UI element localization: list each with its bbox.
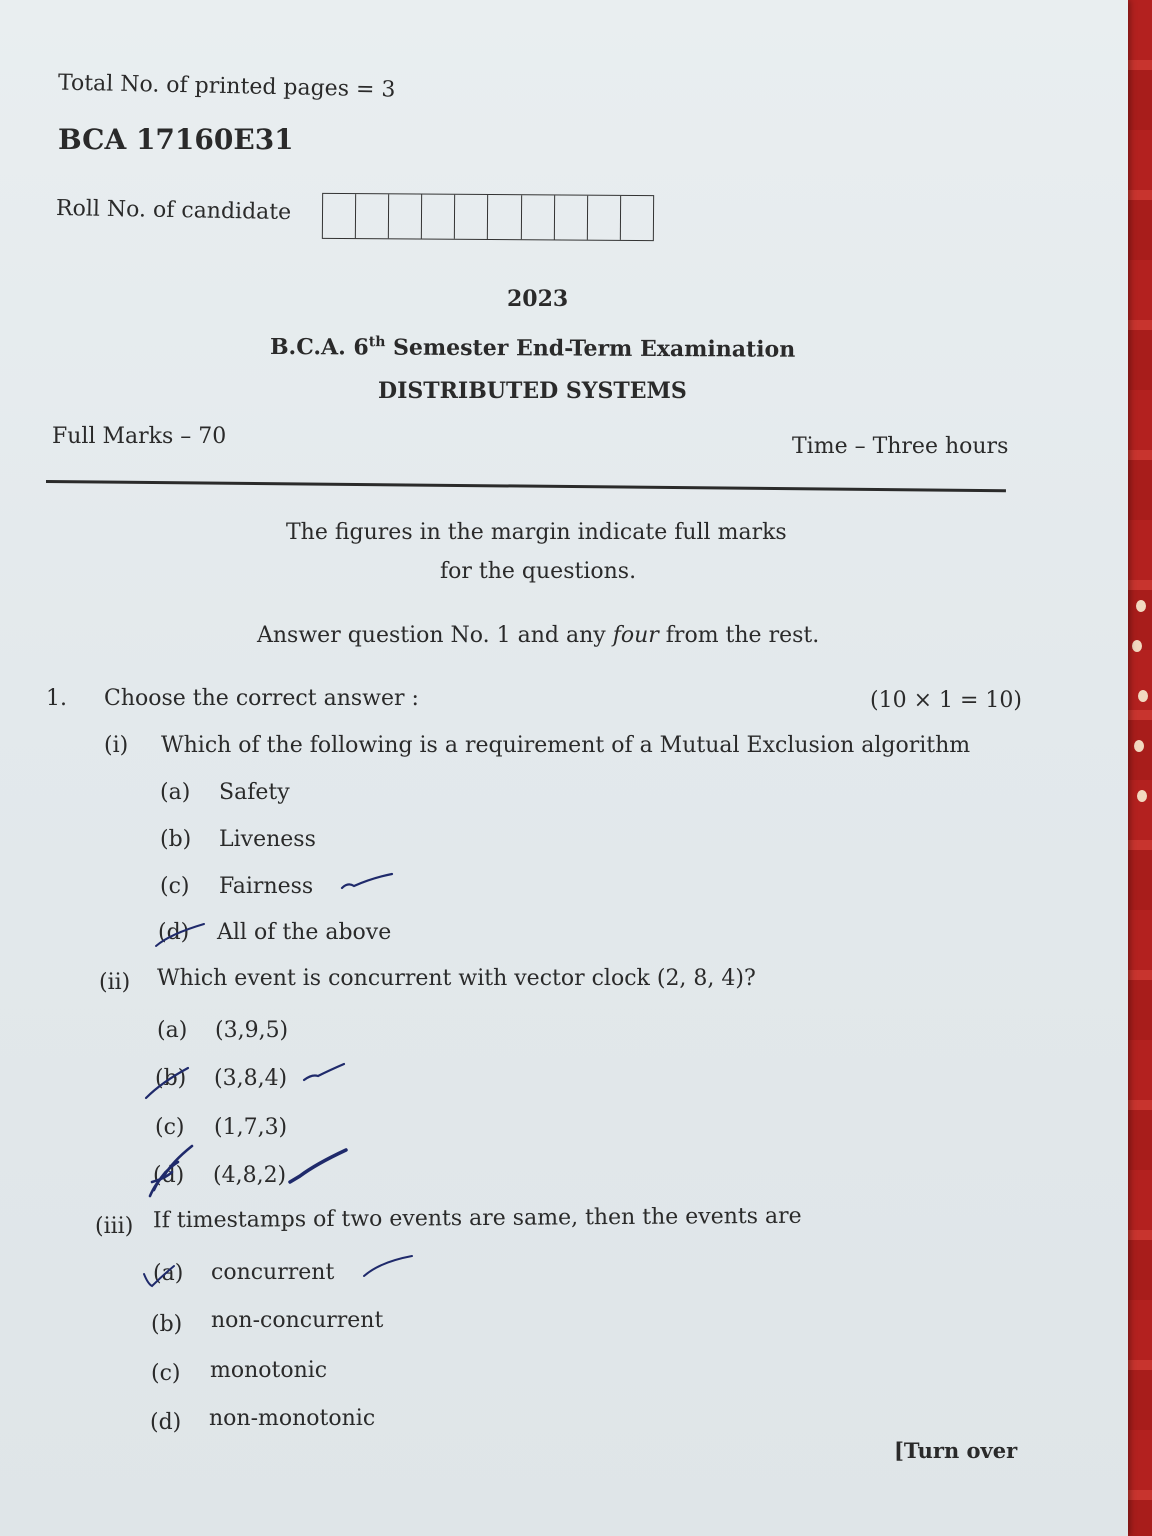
option-text: (4,8,2) [213, 1163, 287, 1188]
option-text: All of the above [217, 920, 392, 945]
option-text: Fairness [219, 874, 314, 899]
option-label: (a) [153, 1261, 184, 1286]
instruction-line-2: for the questions. [440, 559, 637, 584]
pen-tick-icon [140, 1262, 180, 1292]
pen-strike-icon [140, 1062, 200, 1102]
option-text: non-concurrent [211, 1308, 384, 1333]
subject-title: DISTRIBUTED SYSTEMS [378, 378, 687, 404]
part-text: Which event is concurrent with vector clock (2, 8, 4)? [157, 966, 756, 991]
option-text: Safety [219, 780, 290, 805]
background-cloth [1128, 0, 1152, 1536]
answer-instruction: Answer question No. 1 and any four from the rest. [257, 623, 820, 648]
printed-pages: Total No. of printed pages = 3 [57, 70, 396, 103]
time-allowed: Time – Three hours [792, 434, 1009, 459]
exam-title: B.C.A. 6th Semester End-Term Examination [269, 333, 796, 363]
pen-strike-icon [150, 918, 210, 952]
pen-tick-icon [286, 1146, 352, 1188]
pen-tick-icon [360, 1252, 418, 1282]
exam-year: 2023 [507, 286, 569, 312]
pen-scribble-icon [142, 1142, 202, 1202]
paper-code: BCA 17160E31 [58, 123, 294, 156]
option-label: (d) [158, 920, 190, 945]
part-label: (i) [104, 733, 129, 758]
option-label: (b) [151, 1312, 183, 1337]
option-label: (c) [160, 874, 190, 899]
option-text: concurrent [211, 1260, 335, 1285]
part-label: (iii) [95, 1214, 134, 1239]
header-divider [46, 480, 1006, 492]
option-label: (d) [150, 1410, 182, 1435]
part-label: (ii) [99, 970, 131, 995]
pen-tick-icon [338, 868, 398, 898]
turn-over: [Turn over [894, 1438, 1018, 1463]
option-text: (1,7,3) [214, 1115, 288, 1140]
question-marks: (10 × 1 = 10) [870, 688, 1022, 713]
option-label: (a) [157, 1018, 188, 1043]
question-number: 1. [46, 686, 67, 711]
option-label: (c) [155, 1115, 185, 1140]
option-label: (a) [160, 780, 191, 805]
option-label: (b) [155, 1066, 187, 1091]
roll-number-boxes[interactable] [322, 193, 654, 241]
question-text: Choose the correct answer : [104, 686, 419, 711]
option-text: (3,8,4) [214, 1066, 288, 1091]
part-text: Which of the following is a requirement of a Mutual Exclusion algorithm [161, 733, 971, 758]
part-text: If timestamps of two events are same, then the events are [152, 1203, 802, 1234]
option-text: monotonic [210, 1358, 328, 1383]
roll-label: Roll No. of candidate [55, 195, 292, 226]
option-text: Liveness [219, 827, 316, 852]
option-text: non-monotonic [209, 1406, 376, 1431]
pen-tick-icon [300, 1060, 350, 1090]
option-label: (c) [151, 1361, 181, 1386]
instruction-line-1: The figures in the margin indicate full marks [286, 520, 787, 545]
option-label: (b) [160, 827, 192, 852]
full-marks: Full Marks – 70 [52, 424, 227, 449]
option-text: (3,9,5) [215, 1018, 289, 1043]
option-label: (d) [153, 1163, 185, 1188]
